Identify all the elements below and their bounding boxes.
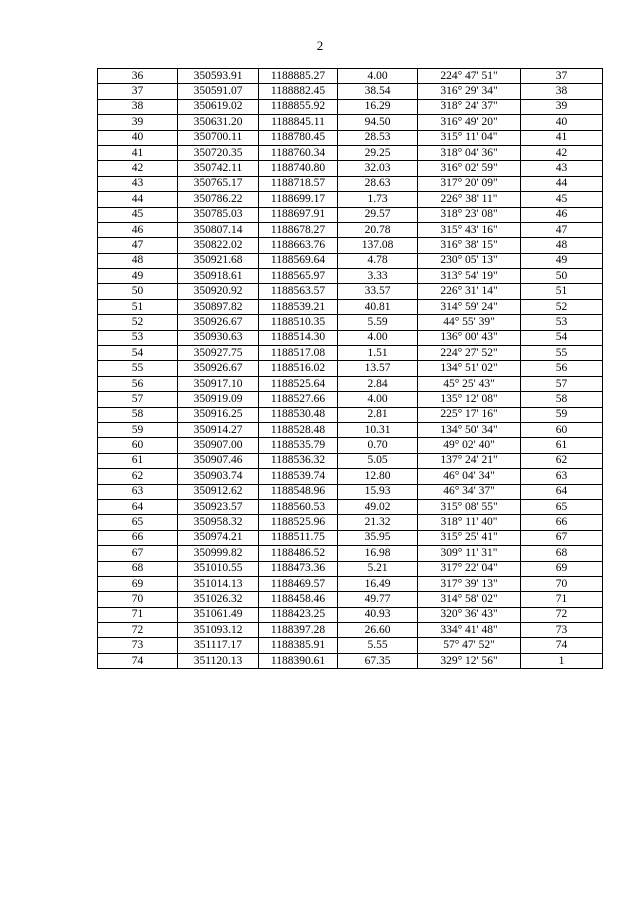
- point-number-cell: 69: [98, 576, 178, 591]
- x-coordinate-cell: 351093.12: [178, 623, 259, 638]
- next-point-cell: 61: [521, 438, 603, 453]
- y-coordinate-cell: 1188486.52: [259, 546, 338, 561]
- distance-cell: 5.21: [338, 561, 418, 576]
- next-point-cell: 40: [521, 115, 603, 130]
- distance-cell: 10.31: [338, 422, 418, 437]
- x-coordinate-cell: 351010.55: [178, 561, 259, 576]
- next-point-cell: 45: [521, 192, 603, 207]
- bearing-cell: 230° 05' 13": [418, 253, 521, 268]
- distance-cell: 4.00: [338, 69, 418, 84]
- distance-cell: 3.33: [338, 269, 418, 284]
- point-number-cell: 67: [98, 546, 178, 561]
- y-coordinate-cell: 1188511.75: [259, 530, 338, 545]
- table-row: [98, 115, 603, 130]
- distance-cell: 67.35: [338, 653, 418, 668]
- y-coordinate-cell: 1188885.27: [259, 69, 338, 84]
- point-number-cell: 57: [98, 392, 178, 407]
- point-number-cell: 44: [98, 192, 178, 207]
- x-coordinate-cell: 350914.27: [178, 422, 259, 437]
- y-coordinate-cell: 1188516.02: [259, 361, 338, 376]
- x-coordinate-cell: 350720.35: [178, 145, 259, 160]
- table-row: [98, 653, 603, 668]
- x-coordinate-cell: 350958.32: [178, 515, 259, 530]
- table-row: [98, 576, 603, 591]
- next-point-cell: 65: [521, 499, 603, 514]
- next-point-cell: 66: [521, 515, 603, 530]
- distance-cell: 4.78: [338, 253, 418, 268]
- bearing-cell: 314° 58' 02": [418, 592, 521, 607]
- bearing-cell: 318° 24' 37": [418, 99, 521, 114]
- bearing-cell: 317° 39' 13": [418, 576, 521, 591]
- table-row: [98, 407, 603, 422]
- bearing-cell: 136° 00' 43": [418, 330, 521, 345]
- table-row: [98, 84, 603, 99]
- table-row: [98, 69, 603, 84]
- table-row: [98, 299, 603, 314]
- table-row: [98, 238, 603, 253]
- x-coordinate-cell: 350822.02: [178, 238, 259, 253]
- x-coordinate-cell: 350917.10: [178, 376, 259, 391]
- x-coordinate-cell: 350593.91: [178, 69, 259, 84]
- point-number-cell: 52: [98, 315, 178, 330]
- y-coordinate-cell: 1188845.11: [259, 115, 338, 130]
- table-row: [98, 99, 603, 114]
- table-row: [98, 145, 603, 160]
- next-point-cell: 51: [521, 284, 603, 299]
- next-point-cell: 42: [521, 145, 603, 160]
- bearing-cell: 134° 51' 02": [418, 361, 521, 376]
- bearing-cell: 317° 20' 09": [418, 176, 521, 191]
- x-coordinate-cell: 350919.09: [178, 392, 259, 407]
- table-row: [98, 346, 603, 361]
- y-coordinate-cell: 1188740.80: [259, 161, 338, 176]
- page-number: 2: [316, 38, 324, 53]
- distance-cell: 2.81: [338, 407, 418, 422]
- table-row: [98, 376, 603, 391]
- bearing-cell: 315° 25' 41": [418, 530, 521, 545]
- table-row: [98, 638, 603, 653]
- x-coordinate-cell: 350907.46: [178, 453, 259, 468]
- next-point-cell: 43: [521, 161, 603, 176]
- y-coordinate-cell: 1188699.17: [259, 192, 338, 207]
- table-row: [98, 176, 603, 191]
- next-point-cell: 38: [521, 84, 603, 99]
- y-coordinate-cell: 1188530.48: [259, 407, 338, 422]
- point-number-cell: 62: [98, 469, 178, 484]
- x-coordinate-cell: 350807.14: [178, 222, 259, 237]
- y-coordinate-cell: 1188517.08: [259, 346, 338, 361]
- bearing-cell: 46° 04' 34": [418, 469, 521, 484]
- distance-cell: 28.63: [338, 176, 418, 191]
- next-point-cell: 52: [521, 299, 603, 314]
- distance-cell: 137.08: [338, 238, 418, 253]
- table-row: [98, 592, 603, 607]
- next-point-cell: 47: [521, 222, 603, 237]
- bearing-cell: 313° 54' 19": [418, 269, 521, 284]
- table-row: [98, 469, 603, 484]
- point-number-cell: 70: [98, 592, 178, 607]
- table-row: [98, 222, 603, 237]
- y-coordinate-cell: 1188473.36: [259, 561, 338, 576]
- table-row: [98, 499, 603, 514]
- distance-cell: 12.80: [338, 469, 418, 484]
- point-number-cell: 39: [98, 115, 178, 130]
- point-number-cell: 61: [98, 453, 178, 468]
- distance-cell: 5.59: [338, 315, 418, 330]
- table-row: [98, 515, 603, 530]
- y-coordinate-cell: 1188469.57: [259, 576, 338, 591]
- bearing-cell: 44° 55' 39": [418, 315, 521, 330]
- y-coordinate-cell: 1188718.57: [259, 176, 338, 191]
- next-point-cell: 56: [521, 361, 603, 376]
- distance-cell: 20.78: [338, 222, 418, 237]
- bearing-cell: 135° 12' 08": [418, 392, 521, 407]
- table-row: [98, 192, 603, 207]
- y-coordinate-cell: 1188510.35: [259, 315, 338, 330]
- table-row: [98, 130, 603, 145]
- next-point-cell: 1: [521, 653, 603, 668]
- next-point-cell: 59: [521, 407, 603, 422]
- y-coordinate-cell: 1188397.28: [259, 623, 338, 638]
- bearing-cell: 316° 38' 15": [418, 238, 521, 253]
- bearing-cell: 316° 02' 59": [418, 161, 521, 176]
- next-point-cell: 67: [521, 530, 603, 545]
- table-row: [98, 161, 603, 176]
- y-coordinate-cell: 1188565.97: [259, 269, 338, 284]
- x-coordinate-cell: 350897.82: [178, 299, 259, 314]
- point-number-cell: 64: [98, 499, 178, 514]
- distance-cell: 29.25: [338, 145, 418, 160]
- x-coordinate-cell: 350923.57: [178, 499, 259, 514]
- bearing-cell: 226° 38' 11": [418, 192, 521, 207]
- distance-cell: 4.00: [338, 330, 418, 345]
- point-number-cell: 50: [98, 284, 178, 299]
- point-number-cell: 71: [98, 607, 178, 622]
- point-number-cell: 51: [98, 299, 178, 314]
- y-coordinate-cell: 1188423.25: [259, 607, 338, 622]
- x-coordinate-cell: 351120.13: [178, 653, 259, 668]
- x-coordinate-cell: 350742.11: [178, 161, 259, 176]
- next-point-cell: 72: [521, 607, 603, 622]
- y-coordinate-cell: 1188458.46: [259, 592, 338, 607]
- x-coordinate-cell: 351117.17: [178, 638, 259, 653]
- point-number-cell: 65: [98, 515, 178, 530]
- next-point-cell: 53: [521, 315, 603, 330]
- x-coordinate-cell: 350903.74: [178, 469, 259, 484]
- y-coordinate-cell: 1188539.21: [259, 299, 338, 314]
- distance-cell: 1.51: [338, 346, 418, 361]
- x-coordinate-cell: 350926.67: [178, 361, 259, 376]
- x-coordinate-cell: 350700.11: [178, 130, 259, 145]
- point-number-cell: 73: [98, 638, 178, 653]
- table-row: [98, 330, 603, 345]
- x-coordinate-cell: 351026.32: [178, 592, 259, 607]
- next-point-cell: 63: [521, 469, 603, 484]
- next-point-cell: 37: [521, 69, 603, 84]
- table-row: [98, 530, 603, 545]
- table-row: [98, 315, 603, 330]
- point-number-cell: 66: [98, 530, 178, 545]
- bearing-cell: 46° 34' 37": [418, 484, 521, 499]
- distance-cell: 2.84: [338, 376, 418, 391]
- table-row: [98, 269, 603, 284]
- point-number-cell: 48: [98, 253, 178, 268]
- y-coordinate-cell: 1188528.48: [259, 422, 338, 437]
- point-number-cell: 53: [98, 330, 178, 345]
- distance-cell: 94.50: [338, 115, 418, 130]
- next-point-cell: 64: [521, 484, 603, 499]
- distance-cell: 49.02: [338, 499, 418, 514]
- x-coordinate-cell: 350631.20: [178, 115, 259, 130]
- distance-cell: 21.32: [338, 515, 418, 530]
- distance-cell: 29.57: [338, 207, 418, 222]
- table-row: [98, 207, 603, 222]
- point-number-cell: 45: [98, 207, 178, 222]
- point-number-cell: 58: [98, 407, 178, 422]
- y-coordinate-cell: 1188536.32: [259, 453, 338, 468]
- bearing-cell: 315° 08' 55": [418, 499, 521, 514]
- y-coordinate-cell: 1188560.53: [259, 499, 338, 514]
- next-point-cell: 70: [521, 576, 603, 591]
- point-number-cell: 68: [98, 561, 178, 576]
- distance-cell: 16.29: [338, 99, 418, 114]
- next-point-cell: 55: [521, 346, 603, 361]
- next-point-cell: 41: [521, 130, 603, 145]
- next-point-cell: 58: [521, 392, 603, 407]
- bearing-cell: 45° 25' 43": [418, 376, 521, 391]
- point-number-cell: 55: [98, 361, 178, 376]
- x-coordinate-cell: 350907.00: [178, 438, 259, 453]
- x-coordinate-cell: 350785.03: [178, 207, 259, 222]
- next-point-cell: 62: [521, 453, 603, 468]
- x-coordinate-cell: 350999.82: [178, 546, 259, 561]
- next-point-cell: 69: [521, 561, 603, 576]
- distance-cell: 16.98: [338, 546, 418, 561]
- x-coordinate-cell: 350765.17: [178, 176, 259, 191]
- distance-cell: 5.55: [338, 638, 418, 653]
- next-point-cell: 49: [521, 253, 603, 268]
- point-number-cell: 38: [98, 99, 178, 114]
- distance-cell: 5.05: [338, 453, 418, 468]
- x-coordinate-cell: 350974.21: [178, 530, 259, 545]
- next-point-cell: 50: [521, 269, 603, 284]
- next-point-cell: 46: [521, 207, 603, 222]
- bearing-cell: 137° 24' 21": [418, 453, 521, 468]
- y-coordinate-cell: 1188760.34: [259, 145, 338, 160]
- x-coordinate-cell: 350786.22: [178, 192, 259, 207]
- table-row: [98, 438, 603, 453]
- x-coordinate-cell: 350619.02: [178, 99, 259, 114]
- bearing-cell: 314° 59' 24": [418, 299, 521, 314]
- point-number-cell: 42: [98, 161, 178, 176]
- point-number-cell: 72: [98, 623, 178, 638]
- x-coordinate-cell: 350920.92: [178, 284, 259, 299]
- point-number-cell: 54: [98, 346, 178, 361]
- point-number-cell: 56: [98, 376, 178, 391]
- x-coordinate-cell: 350916.25: [178, 407, 259, 422]
- table-row: [98, 623, 603, 638]
- y-coordinate-cell: 1188882.45: [259, 84, 338, 99]
- bearing-cell: 225° 17' 16": [418, 407, 521, 422]
- distance-cell: 28.53: [338, 130, 418, 145]
- y-coordinate-cell: 1188525.96: [259, 515, 338, 530]
- table-row: [98, 484, 603, 499]
- point-number-cell: 43: [98, 176, 178, 191]
- next-point-cell: 57: [521, 376, 603, 391]
- y-coordinate-cell: 1188678.27: [259, 222, 338, 237]
- bearing-cell: 320° 36' 43": [418, 607, 521, 622]
- next-point-cell: 74: [521, 638, 603, 653]
- distance-cell: 13.57: [338, 361, 418, 376]
- point-number-cell: 74: [98, 653, 178, 668]
- y-coordinate-cell: 1188663.76: [259, 238, 338, 253]
- bearing-cell: 329° 12' 56": [418, 653, 521, 668]
- bearing-cell: 315° 11' 04": [418, 130, 521, 145]
- bearing-cell: 316° 29' 34": [418, 84, 521, 99]
- distance-cell: 35.95: [338, 530, 418, 545]
- x-coordinate-cell: 350927.75: [178, 346, 259, 361]
- table-row: [98, 422, 603, 437]
- distance-cell: 15.93: [338, 484, 418, 499]
- point-number-cell: 47: [98, 238, 178, 253]
- distance-cell: 26.60: [338, 623, 418, 638]
- y-coordinate-cell: 1188514.30: [259, 330, 338, 345]
- table-row: [98, 284, 603, 299]
- bearing-cell: 318° 23' 08": [418, 207, 521, 222]
- table-row: [98, 561, 603, 576]
- y-coordinate-cell: 1188525.64: [259, 376, 338, 391]
- table-row: [98, 253, 603, 268]
- bearing-cell: 318° 04' 36": [418, 145, 521, 160]
- x-coordinate-cell: 350591.07: [178, 84, 259, 99]
- bearing-cell: 224° 27' 52": [418, 346, 521, 361]
- distance-cell: 40.81: [338, 299, 418, 314]
- y-coordinate-cell: 1188780.45: [259, 130, 338, 145]
- table-row: [98, 453, 603, 468]
- table-row: [98, 607, 603, 622]
- point-number-cell: 41: [98, 145, 178, 160]
- bearing-cell: 57° 47' 52": [418, 638, 521, 653]
- next-point-cell: 54: [521, 330, 603, 345]
- y-coordinate-cell: 1188535.79: [259, 438, 338, 453]
- bearing-cell: 318° 11' 40": [418, 515, 521, 530]
- distance-cell: 0.70: [338, 438, 418, 453]
- point-number-cell: 49: [98, 269, 178, 284]
- x-coordinate-cell: 350921.68: [178, 253, 259, 268]
- table-row: [98, 361, 603, 376]
- distance-cell: 33.57: [338, 284, 418, 299]
- bearing-cell: 309° 11' 31": [418, 546, 521, 561]
- point-number-cell: 59: [98, 422, 178, 437]
- next-point-cell: 68: [521, 546, 603, 561]
- distance-cell: 16.49: [338, 576, 418, 591]
- table-row: [98, 546, 603, 561]
- y-coordinate-cell: 1188548.96: [259, 484, 338, 499]
- point-number-cell: 37: [98, 84, 178, 99]
- next-point-cell: 60: [521, 422, 603, 437]
- bearing-cell: 224° 47' 51": [418, 69, 521, 84]
- distance-cell: 32.03: [338, 161, 418, 176]
- x-coordinate-cell: 350912.62: [178, 484, 259, 499]
- y-coordinate-cell: 1188390.61: [259, 653, 338, 668]
- table-row: [98, 392, 603, 407]
- y-coordinate-cell: 1188563.57: [259, 284, 338, 299]
- next-point-cell: 71: [521, 592, 603, 607]
- bearing-cell: 315° 43' 16": [418, 222, 521, 237]
- bearing-cell: 317° 22' 04": [418, 561, 521, 576]
- y-coordinate-cell: 1188527.66: [259, 392, 338, 407]
- distance-cell: 1.73: [338, 192, 418, 207]
- x-coordinate-cell: 351061.49: [178, 607, 259, 622]
- coordinates-table-body: [98, 69, 603, 669]
- coordinates-table: [97, 68, 603, 669]
- next-point-cell: 48: [521, 238, 603, 253]
- y-coordinate-cell: 1188569.64: [259, 253, 338, 268]
- x-coordinate-cell: 350926.67: [178, 315, 259, 330]
- distance-cell: 38.54: [338, 84, 418, 99]
- point-number-cell: 36: [98, 69, 178, 84]
- y-coordinate-cell: 1188539.74: [259, 469, 338, 484]
- bearing-cell: 134° 50' 34": [418, 422, 521, 437]
- bearing-cell: 316° 49' 20": [418, 115, 521, 130]
- point-number-cell: 60: [98, 438, 178, 453]
- y-coordinate-cell: 1188697.91: [259, 207, 338, 222]
- next-point-cell: 39: [521, 99, 603, 114]
- x-coordinate-cell: 350930.63: [178, 330, 259, 345]
- bearing-cell: 49° 02' 40": [418, 438, 521, 453]
- y-coordinate-cell: 1188855.92: [259, 99, 338, 114]
- next-point-cell: 44: [521, 176, 603, 191]
- point-number-cell: 46: [98, 222, 178, 237]
- distance-cell: 49.77: [338, 592, 418, 607]
- x-coordinate-cell: 350918.61: [178, 269, 259, 284]
- point-number-cell: 40: [98, 130, 178, 145]
- bearing-cell: 226° 31' 14": [418, 284, 521, 299]
- bearing-cell: 334° 41' 48": [418, 623, 521, 638]
- point-number-cell: 63: [98, 484, 178, 499]
- distance-cell: 40.93: [338, 607, 418, 622]
- y-coordinate-cell: 1188385.91: [259, 638, 338, 653]
- next-point-cell: 73: [521, 623, 603, 638]
- distance-cell: 4.00: [338, 392, 418, 407]
- x-coordinate-cell: 351014.13: [178, 576, 259, 591]
